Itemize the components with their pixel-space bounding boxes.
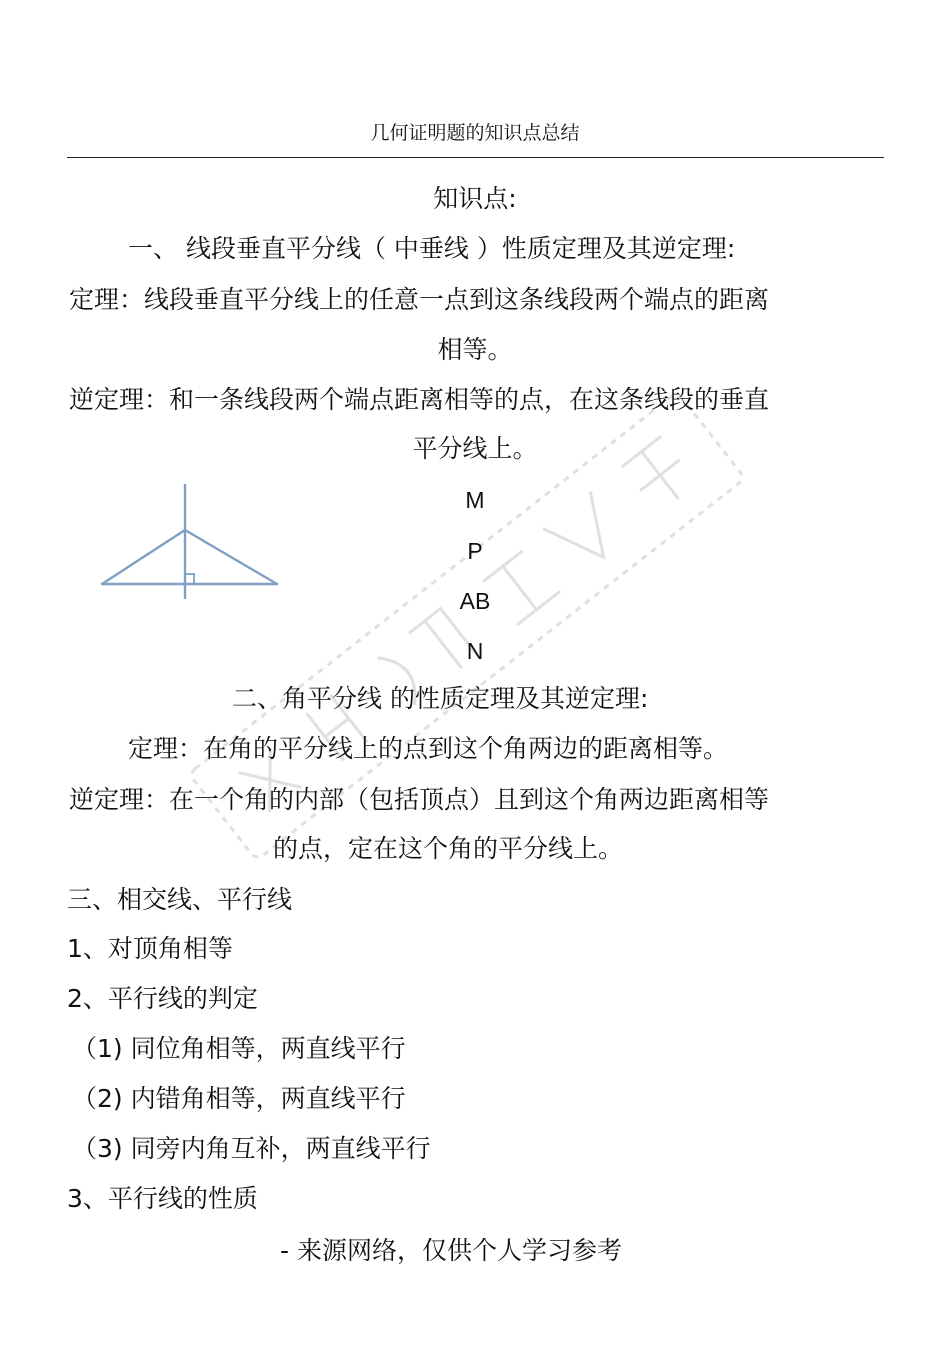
label-ab: AB bbox=[459, 588, 491, 614]
section1-theorem-line2: 相等。 bbox=[437, 335, 513, 364]
section3-item1: 1、对顶角相等 bbox=[67, 934, 233, 963]
section1-title: 一、 线段垂直平分线（ 中垂线 ）性质定理及其逆定理: bbox=[128, 234, 736, 263]
section3-sub1: （1) 同位角相等，两直线平行 bbox=[72, 1034, 406, 1063]
section2-theorem: 定理：在角的平分线上的点到这个角两边的距离相等。 bbox=[128, 734, 729, 763]
label-m: M bbox=[465, 487, 485, 513]
section3-sub2: （2) 内错角相等，两直线平行 bbox=[72, 1084, 406, 1113]
section2-converse-line2: 的点，定在这个角的平分线上。 bbox=[273, 834, 624, 863]
section3-sub3: （3) 同旁内角互补，两直线平行 bbox=[72, 1134, 431, 1163]
section3-title: 三、相交线、平行线 bbox=[67, 885, 293, 914]
section3-item3: 3、平行线的性质 bbox=[67, 1184, 258, 1213]
footer-note: - 来源网络，仅供个人学习参考 bbox=[280, 1236, 622, 1265]
section2-title: 二、角平分线 的性质定理及其逆定理: bbox=[232, 684, 649, 713]
header-divider bbox=[67, 157, 884, 158]
label-n: N bbox=[466, 638, 484, 664]
section1-theorem-line1: 定理：线段垂直平分线上的任意一点到这条线段两个端点的距离 bbox=[69, 285, 770, 314]
label-p: P bbox=[467, 538, 483, 564]
section1-converse-line1: 逆定理：和一条线段两个端点距离相等的点，在这条线段的垂直 bbox=[69, 385, 770, 414]
section1-converse-line2: 平分线上。 bbox=[412, 434, 538, 463]
section2-converse-line1: 逆定理：在一个角的内部（包括顶点）且到这个角两边距离相等 bbox=[69, 785, 770, 814]
heading-knowledge-points: 知识点: bbox=[433, 184, 517, 213]
section3-item2: 2、平行线的判定 bbox=[67, 984, 258, 1013]
page-title: 几何证明题的知识点总结 bbox=[370, 122, 580, 144]
right-angle-mark bbox=[185, 574, 194, 584]
